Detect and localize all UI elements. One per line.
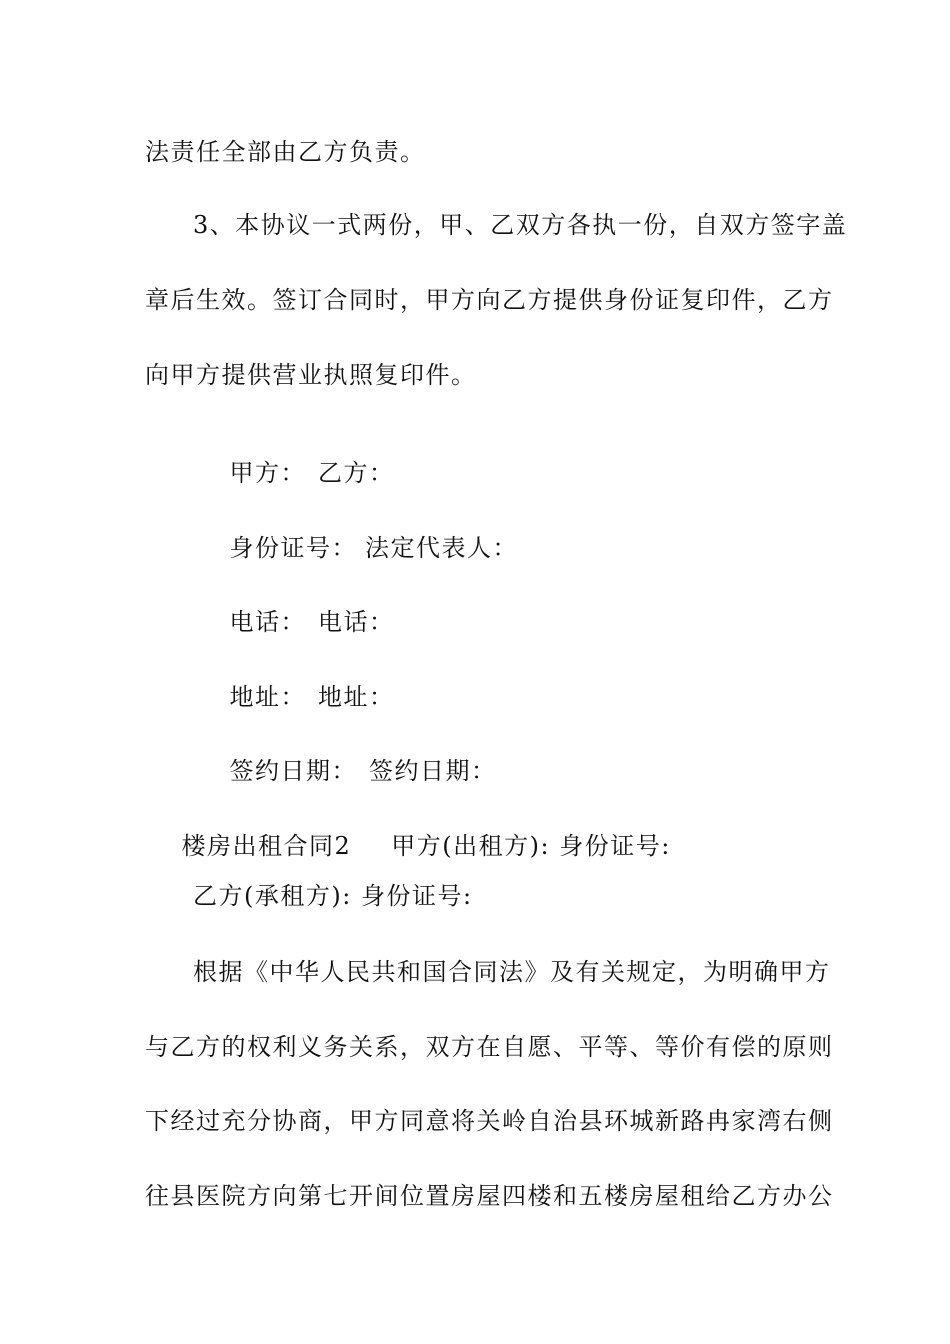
lessee-line: 乙方(承租方): 身份证号:: [193, 882, 473, 910]
paragraph-line: 下经过充分协商，甲方同意将关岭自治县环城新路冉家湾右侧: [145, 1107, 834, 1135]
paragraph-line: 3、本协议一式两份，甲、乙双方各执一份，自双方签字盖: [193, 211, 848, 239]
lessor-line: 甲方(出租方): 身份证号:: [391, 832, 671, 860]
id-number-label: 身份证号：: [229, 534, 358, 562]
date-b-label: 签约日期：: [369, 757, 497, 785]
paragraph-line: 章后生效。签订合同时，甲方向乙方提供身份证复印件，乙方: [145, 286, 834, 314]
paragraph-line: 与乙方的权利义务关系，双方在自愿、平等、等价有偿的原则: [145, 1033, 834, 1061]
address-a-label: 地址：: [229, 683, 307, 711]
paragraph-line: 法责任全部由乙方负责。: [145, 138, 426, 166]
signature-address-line: [193, 661, 395, 733]
party-a-label: 甲方：: [229, 459, 307, 487]
signature-party-line: [193, 437, 395, 509]
signature-date-line: [193, 735, 497, 807]
contract2-title: 楼房出租合同2: [181, 832, 352, 860]
legal-representative-label: 法定代表人：: [365, 534, 519, 562]
date-a-label: 签约日期：: [229, 757, 358, 785]
signature-id-line: [193, 512, 518, 584]
paragraph-line: 根据《中华人民共和国合同法》及有关规定，为明确甲方: [193, 958, 831, 986]
paragraph-line: 往县医院方向第七开间位置房屋四楼和五楼房屋租给乙方办公: [145, 1182, 834, 1210]
address-b-label: 地址：: [318, 683, 395, 711]
signature-phone-line: [193, 586, 395, 658]
paragraph-line: 向甲方提供营业执照复印件。: [145, 361, 477, 389]
phone-a-label: 电话：: [229, 608, 307, 636]
party-b-label: 乙方：: [318, 459, 395, 487]
phone-b-label: 电话：: [318, 608, 395, 636]
contract2-heading-line: [145, 810, 671, 882]
